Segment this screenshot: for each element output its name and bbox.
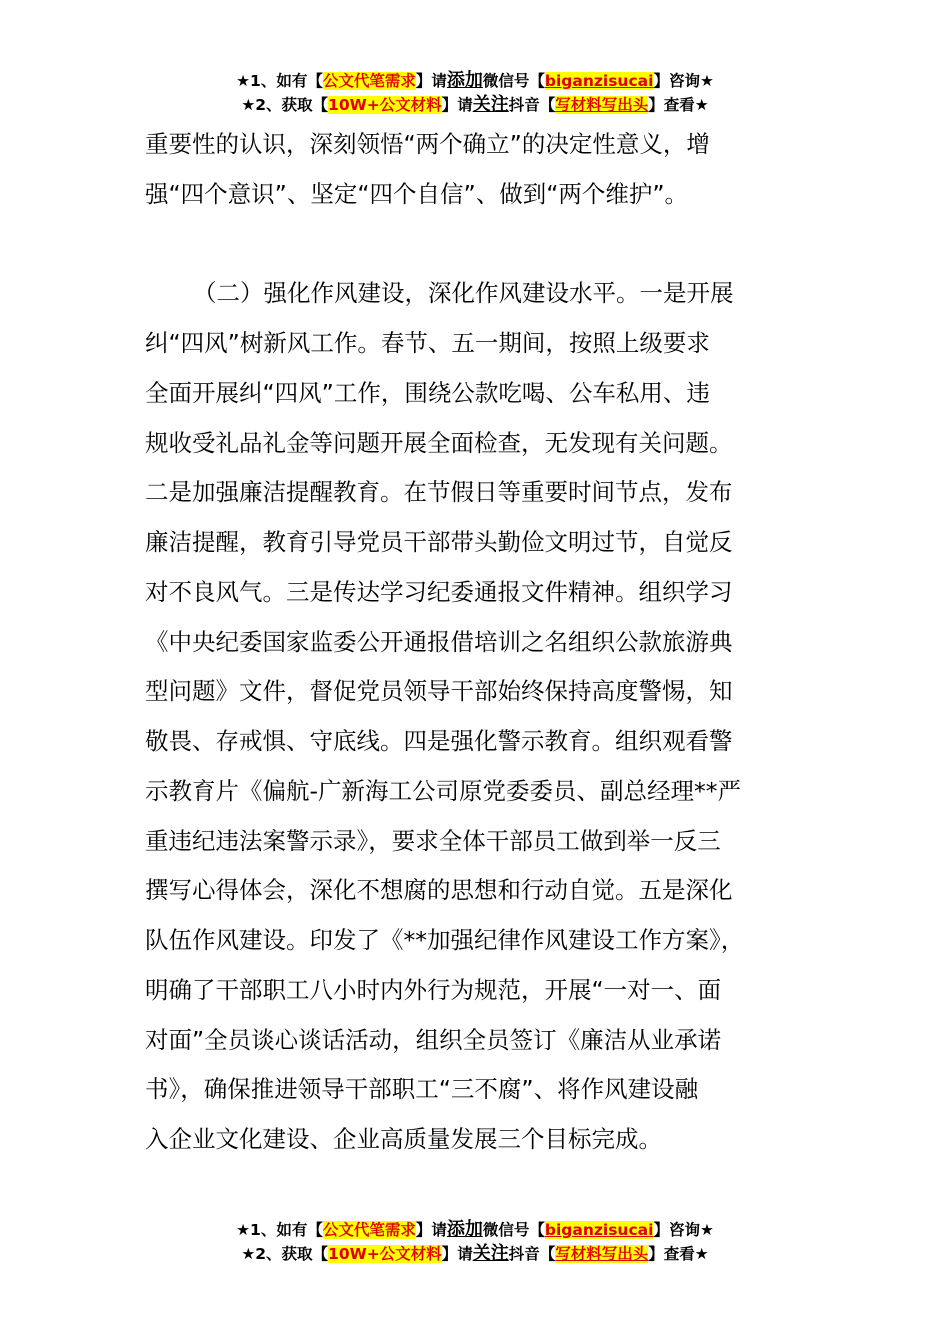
text-line: （二）强化作风建设，深化作风建设水平。一是开展 bbox=[193, 279, 734, 308]
text-line: 撰写心得体会，深化不想腐的思想和行动自觉。五是深化 bbox=[145, 876, 733, 905]
text-line: 全面开展纠“四风”工作，围绕公款吃喝、公车私用、违 bbox=[145, 378, 710, 407]
banner-line-2: ★2、获取【10W+公文材料】请关注抖音【写材料写出头】查看★ bbox=[241, 1243, 709, 1264]
text-line: 强“四个意识”、坚定“四个自信”、做到“两个维护”。 bbox=[145, 179, 689, 208]
banner-line-1: ★1、如有【公文代笔需求】请添加微信号【biganzisucai】咨询★ bbox=[236, 1219, 714, 1240]
text-line: 《中央纪委国家监委公开通报借培训之名组织公款旅游典 bbox=[145, 627, 733, 656]
text-line: 敬畏、存戒惧、守底线。四是强化警示教育。组织观看警 bbox=[145, 727, 733, 755]
wechat-id: biganzisucai bbox=[544, 72, 654, 90]
text-line: 入企业文化建设、企业高质量发展三个目标完成。 bbox=[145, 1125, 662, 1153]
text-line: 纠“四风”树新风工作。春节、五一期间，按照上级要求 bbox=[145, 329, 710, 357]
highlight-material: 10W+公文材料 bbox=[328, 96, 442, 114]
highlight-need: 公文代笔需求 bbox=[322, 72, 416, 90]
body-text bbox=[145, 120, 744, 1165]
text-line: 对不良风气。三是传达学习纪委通报文件精神。组织学习 bbox=[145, 577, 733, 606]
text-line: 重违纪违法案警示录》，要求全体干部员工做到举一反三 bbox=[145, 826, 721, 855]
banner-line-2: ★2、获取【10W+公文材料】请关注抖音【写材料写出头】查看★ bbox=[241, 94, 709, 115]
text-line: 书》，确保推进领导干部职工“三不腐”、将作风建设融 bbox=[145, 1075, 699, 1104]
text-line: 二是加强廉洁提醒教育。在节假日等重要时间节点，发布 bbox=[145, 478, 733, 507]
douyin-account: 写材料写出头 bbox=[555, 96, 649, 114]
text-line: 明确了干部职工八小时内外行为规范，开展“一对一、面 bbox=[145, 975, 722, 1004]
banner-line-1: ★1、如有【公文代笔需求】请添加微信号【biganzisucai】咨询★ bbox=[236, 70, 714, 91]
text-line: 型问题》文件，督促党员领导干部始终保持高度警惕，知 bbox=[145, 677, 733, 706]
text-line: 示教育片《偏航-广新海工公司原党委委员、副总经理**严 bbox=[145, 776, 741, 805]
text-line: 廉洁提醒，教育引导党员干部带头勤俭文明过节，自觉反 bbox=[145, 528, 733, 556]
text-line bbox=[145, 220, 744, 270]
header-banner bbox=[0, 69, 950, 117]
text-line: 对面”全员谈心谈话活动，组织全员签订《廉洁从业承诺 bbox=[145, 1025, 722, 1054]
footer-banner bbox=[0, 1218, 950, 1266]
text-line: 重要性的认识，深刻领悟“两个确立”的决定性意义，增 bbox=[145, 130, 710, 158]
text-line: 规收受礼品礼金等问题开展全面检查，无发现有关问题。 bbox=[145, 428, 733, 457]
text-line: 队伍作风建设。印发了《**加强纪律作风建设工作方案》， bbox=[145, 926, 745, 954]
